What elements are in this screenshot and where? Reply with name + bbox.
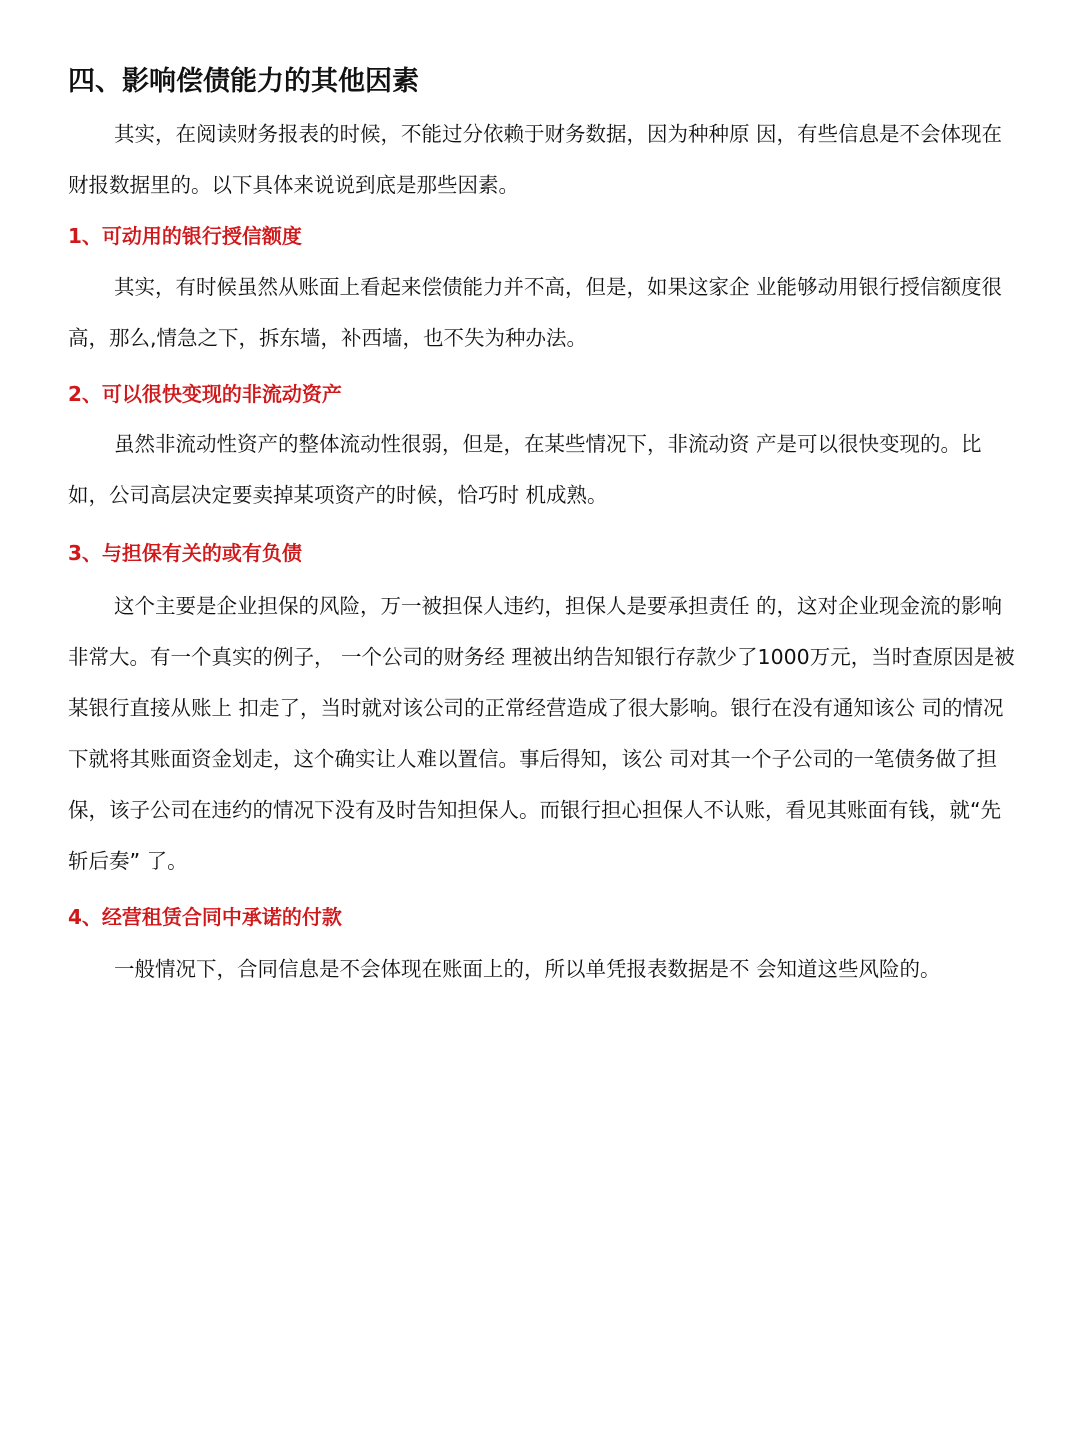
- section-title-contingent-liabilities: 3、与担保有关的或有负债: [68, 541, 302, 565]
- section-title-liquid-assets: 2、可以很快变现的非流动资产: [68, 382, 342, 406]
- section-title-lease-commitments: 4、经营租赁合同中承诺的付款: [68, 905, 342, 929]
- section-body-credit-line: 其实，有时候虽然从账面上看起来偿债能力并不高，但是，如果这家企 业能够动用银行授信额度很高，那么,情急之下，拆东墙，补西墙，也不失为种办法。: [68, 275, 1003, 350]
- section-body-liquid-assets: 虽然非流动性资产的整体流动性很弱，但是，在某些情况下，非流动资 产是可以很快变现的。比如，公司高层决定要卖掉某项资产的时候，恰巧时 机成熟。: [68, 432, 982, 507]
- intro-paragraph: 其实，在阅读财务报表的时候，不能过分依赖于财务数据，因为种种原 因，有些信息是不会体现在财报数据里的。以下具体来说说到底是那些因素。: [68, 122, 1003, 197]
- section-body-lease-commitments: 一般情况下，合同信息是不会体现在账面上的，所以单凭报表数据是不 会知道这些风险的。: [114, 957, 941, 981]
- section-body-contingent-liabilities: 这个主要是企业担保的风险，万一被担保人违约，担保人是要承担责任 的，这对企业现金流的影响非常大。有一个真实的例子， 一个公司的财务经 理被出纳告知银行存款少了1000万元，当时查原因是被某银行直接从账上 扣走了，当时就对该公司的正常经营造成了很大影响。银行在没有通知该公 司的情况下就将其账面资金划走，这个确实让人难以置信。事后得知，该公 司对其一个子公司的一笔债务做了担保，该子公司在违约的情况下没有及时告知担保人。而银行担心担保人不认账，看见其账面有钱，就“先斩后奏” 了。: [68, 594, 1015, 873]
- page-title: 四、影响偿债能力的其他因素: [68, 66, 419, 97]
- section-title-credit-line: 1、可动用的银行授信额度: [68, 224, 302, 248]
